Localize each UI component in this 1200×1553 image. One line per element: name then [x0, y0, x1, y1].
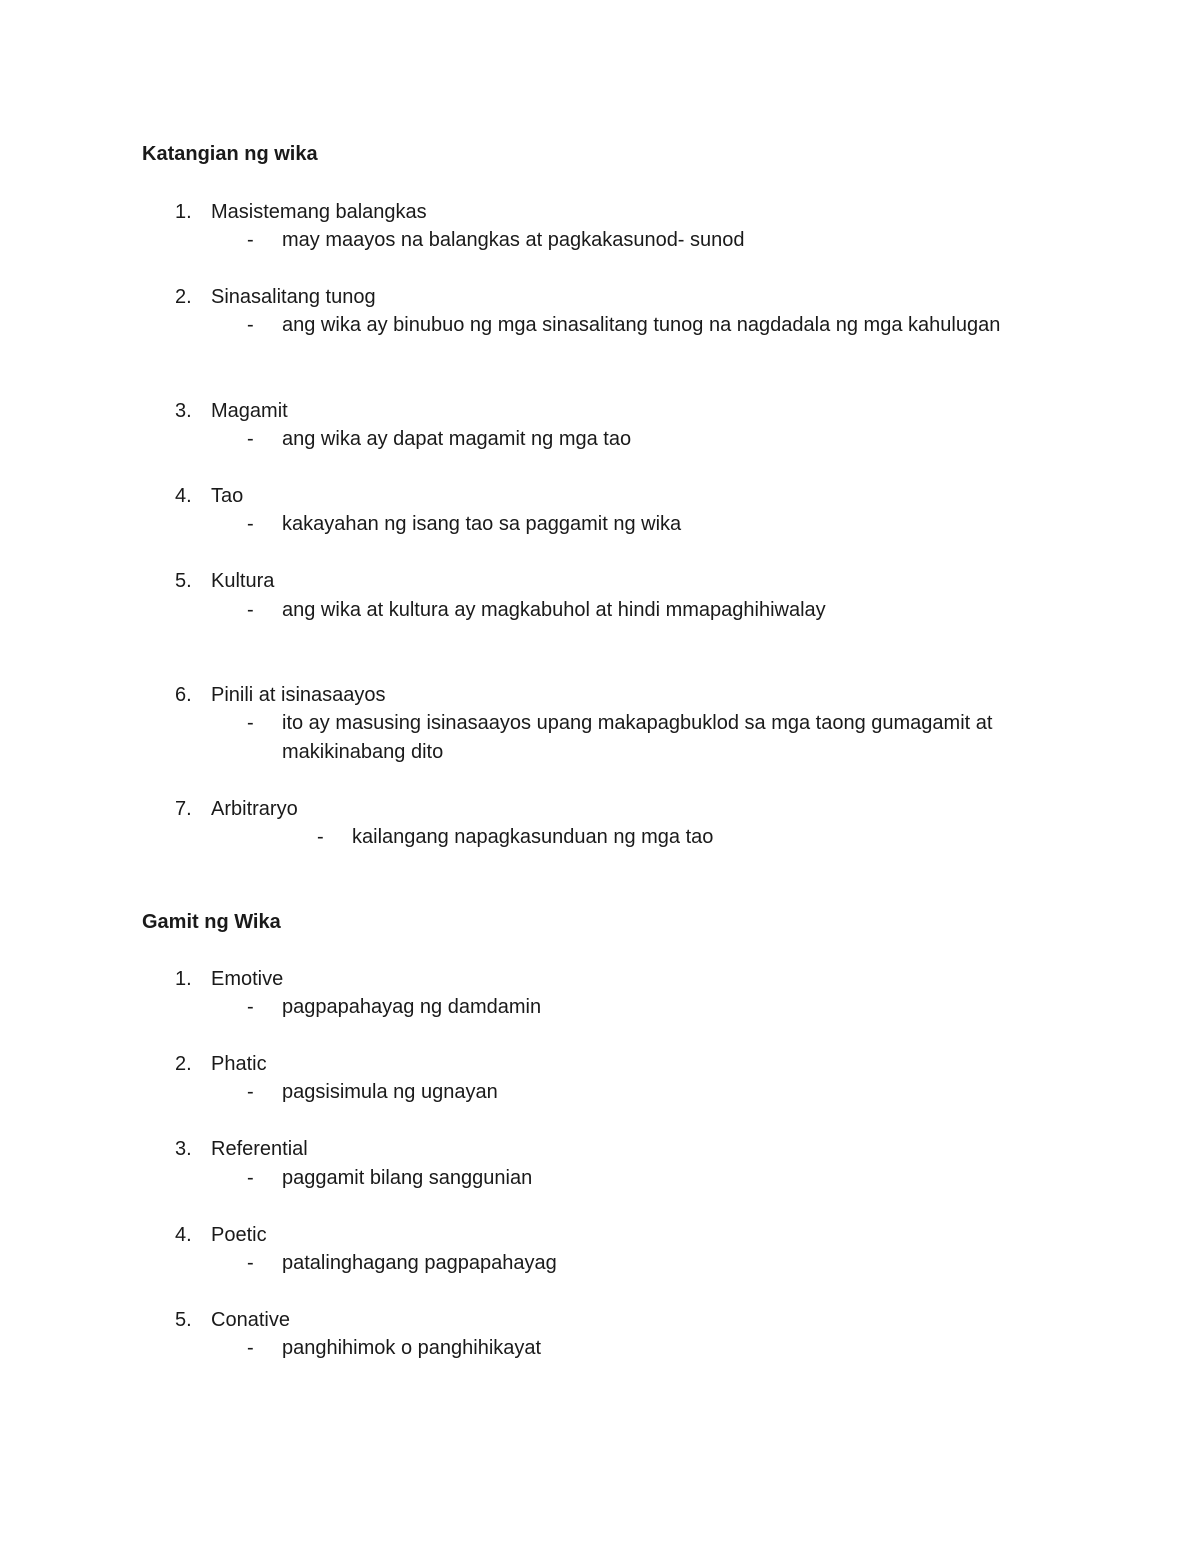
item-title: Tao: [211, 485, 244, 507]
item-description: kakayahan ng isang tao sa paggamit ng wika: [282, 513, 682, 535]
bullet-dash: -: [247, 599, 254, 621]
item-title: Masistemang balangkas: [211, 201, 427, 223]
item-description: patalinghagang pagpapahayag: [282, 1252, 557, 1274]
item-number: 5.: [175, 570, 192, 592]
item-title: Arbitraryo: [211, 798, 298, 820]
item-title: Poetic: [211, 1224, 267, 1246]
item-number: 5.: [175, 1309, 192, 1331]
item-title: Pinili at isinasaayos: [211, 684, 386, 706]
bullet-dash: -: [247, 229, 254, 251]
bullet-dash: -: [247, 1337, 254, 1359]
item-description: paggamit bilang sanggunian: [282, 1167, 533, 1189]
item-description: ito ay masusing isinasaayos upang makapagbuklod sa mga taong gumagamit at makikinabang dito: [282, 712, 993, 763]
item-description: panghihimok o panghihikayat: [282, 1337, 542, 1359]
item-description: pagsisimula ng ugnayan: [282, 1081, 498, 1103]
item-number: 3.: [175, 1138, 192, 1160]
item-number: 2.: [175, 286, 192, 308]
item-description: ang wika ay dapat magamit ng mga tao: [282, 428, 632, 450]
item-number: 7.: [175, 798, 192, 820]
item-description: ang wika at kultura ay magkabuhol at hindi mmapaghihiwalay: [282, 599, 826, 621]
item-title: Emotive: [211, 968, 284, 990]
item-title: Phatic: [211, 1053, 267, 1075]
bullet-dash: -: [247, 1081, 254, 1103]
item-number: 1.: [175, 201, 192, 223]
item-title: Conative: [211, 1309, 290, 1331]
item-number: 4.: [175, 485, 192, 507]
bullet-dash: -: [247, 1167, 254, 1189]
item-title: Kultura: [211, 570, 275, 592]
item-number: 4.: [175, 1224, 192, 1246]
section-title-katangian: Katangian ng wika: [142, 143, 318, 165]
item-description: pagpapahayag ng damdamin: [282, 996, 542, 1018]
item-title: Sinasalitang tunog: [211, 286, 376, 308]
item-description: ang wika ay binubuo ng mga sinasalitang tunog na nagdadala ng mga kahulugan: [282, 314, 1001, 336]
item-title: Referential: [211, 1138, 308, 1160]
bullet-dash: -: [247, 712, 254, 734]
section-title-gamit: Gamit ng Wika: [142, 911, 281, 933]
item-number: 6.: [175, 684, 192, 706]
item-number: 3.: [175, 400, 192, 422]
item-number: 2.: [175, 1053, 192, 1075]
bullet-dash: -: [247, 428, 254, 450]
item-description: may maayos na balangkas at pagkakasunod- sunod: [282, 229, 745, 251]
bullet-dash: -: [247, 314, 254, 336]
item-number: 1.: [175, 968, 192, 990]
bullet-dash: -: [247, 996, 254, 1018]
item-title: Magamit: [211, 400, 288, 422]
bullet-dash: -: [317, 826, 324, 848]
bullet-dash: -: [247, 1252, 254, 1274]
item-description: kailangang napagkasunduan ng mga tao: [352, 826, 714, 848]
bullet-dash: -: [247, 513, 254, 535]
